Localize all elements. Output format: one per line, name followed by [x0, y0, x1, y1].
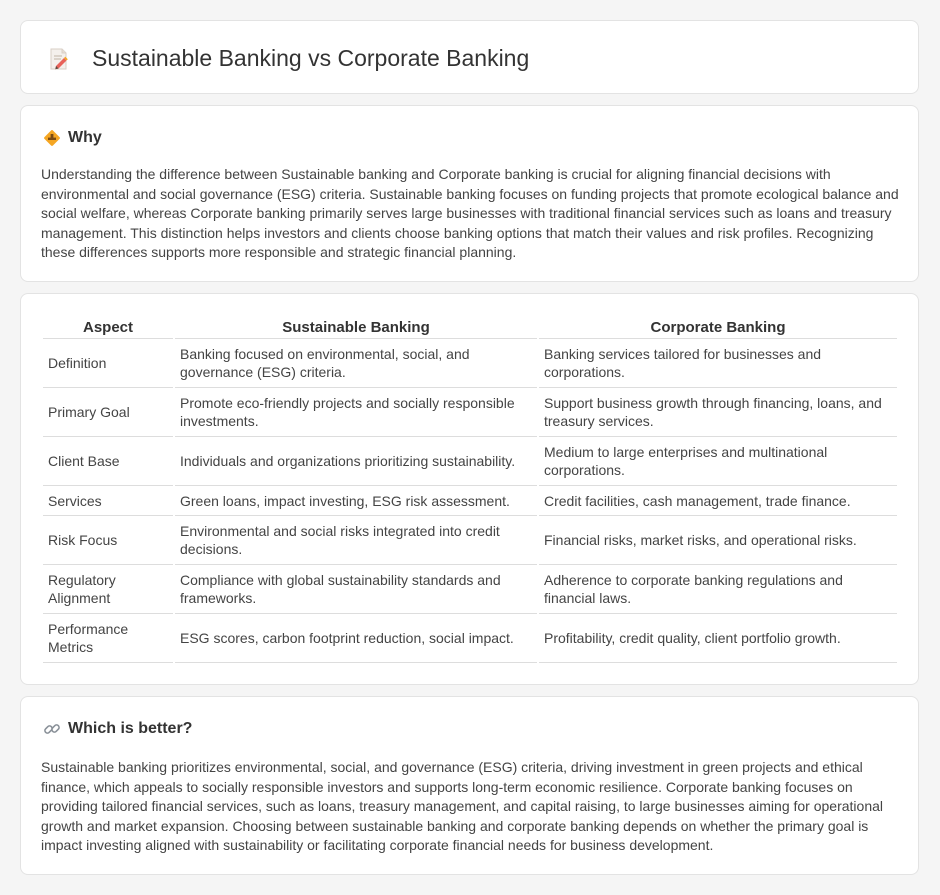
row-aspect: Risk Focus [43, 516, 173, 565]
table-row [43, 565, 897, 614]
column-header-sustainable: Sustainable Banking [175, 316, 537, 339]
row-aspect: Services [43, 486, 173, 516]
diamond-sign-icon [43, 129, 61, 147]
why-section [20, 105, 919, 282]
row-corporate: Adherence to corporate banking regulations and financial laws. [539, 565, 897, 614]
header-card [20, 20, 919, 94]
row-sustainable: Individuals and organizations prioritizing sustainability. [175, 437, 537, 486]
document-pencil-icon [47, 47, 71, 71]
row-corporate: Medium to large enterprises and multinational corporations. [539, 437, 897, 486]
table-row [43, 388, 897, 437]
table-row [43, 516, 897, 565]
row-corporate: Financial risks, market risks, and operational risks. [539, 516, 897, 565]
table-row [43, 437, 897, 486]
row-aspect: Performance Metrics [43, 614, 173, 663]
better-heading-row [43, 719, 192, 739]
row-sustainable: Compliance with global sustainability standards and frameworks. [175, 565, 537, 614]
row-sustainable: Promote eco-friendly projects and socially responsible investments. [175, 388, 537, 437]
page-title: Sustainable Banking vs Corporate Banking [92, 45, 530, 71]
comparison-table [41, 316, 899, 663]
column-header-aspect: Aspect [43, 316, 173, 339]
row-aspect: Definition [43, 339, 173, 388]
row-sustainable: Environmental and social risks integrated into credit decisions. [175, 516, 537, 565]
row-sustainable: ESG scores, carbon footprint reduction, social impact. [175, 614, 537, 663]
table-row [43, 486, 897, 516]
row-aspect: Primary Goal [43, 388, 173, 437]
row-corporate: Profitability, credit quality, client portfolio growth. [539, 614, 897, 663]
row-corporate: Credit facilities, cash management, trade finance. [539, 486, 897, 516]
row-corporate: Banking services tailored for businesses and corporations. [539, 339, 897, 388]
row-sustainable: Banking focused on environmental, social, and governance (ESG) criteria. [175, 339, 537, 388]
table-header-row [43, 316, 897, 339]
comparison-section [20, 293, 919, 685]
column-header-corporate: Corporate Banking [539, 316, 897, 339]
better-heading: Which is better? [68, 720, 193, 737]
table-row [43, 339, 897, 388]
table-row [43, 614, 897, 663]
why-text: Understanding the difference between Sustainable banking and Corporate banking is crucial for aligning financial decisions with environmental and social governance (ESG) criteria. Sustainable banking focuses on funding projects that promote ecological balance and social welfare, whereas Corporate banking primarily serves large businesses with traditional financial services such as loans and treasury management. This distinction helps investors and clients choose banking options that match their values and risk profiles. Recognizing these differences supports more responsible and strategic financial planning. [41, 166, 899, 261]
row-sustainable: Green loans, impact investing, ESG risk assessment. [175, 486, 537, 516]
link-icon [43, 720, 61, 738]
row-aspect: Regulatory Alignment [43, 565, 173, 614]
why-heading-row [43, 128, 102, 148]
row-corporate: Support business growth through financing, loans, and treasury services. [539, 388, 897, 437]
better-text: Sustainable banking prioritizes environmental, social, and governance (ESG) criteria, driving investment in green projects and ethical finance, which appeals to socially responsible investors and supports long-term economic resilience. Corporate banking focuses on providing tailored financial services, such as loans, treasury management, and capital raising, to large businesses aiming for operational growth and market expansion. Choosing between sustainable banking and corporate banking depends on whether the primary goal is impact investing aligned with sustainability or facilitating corporate financial needs for business development. [41, 759, 884, 854]
better-section [20, 696, 919, 875]
row-aspect: Client Base [43, 437, 173, 486]
why-heading: Why [68, 129, 102, 146]
